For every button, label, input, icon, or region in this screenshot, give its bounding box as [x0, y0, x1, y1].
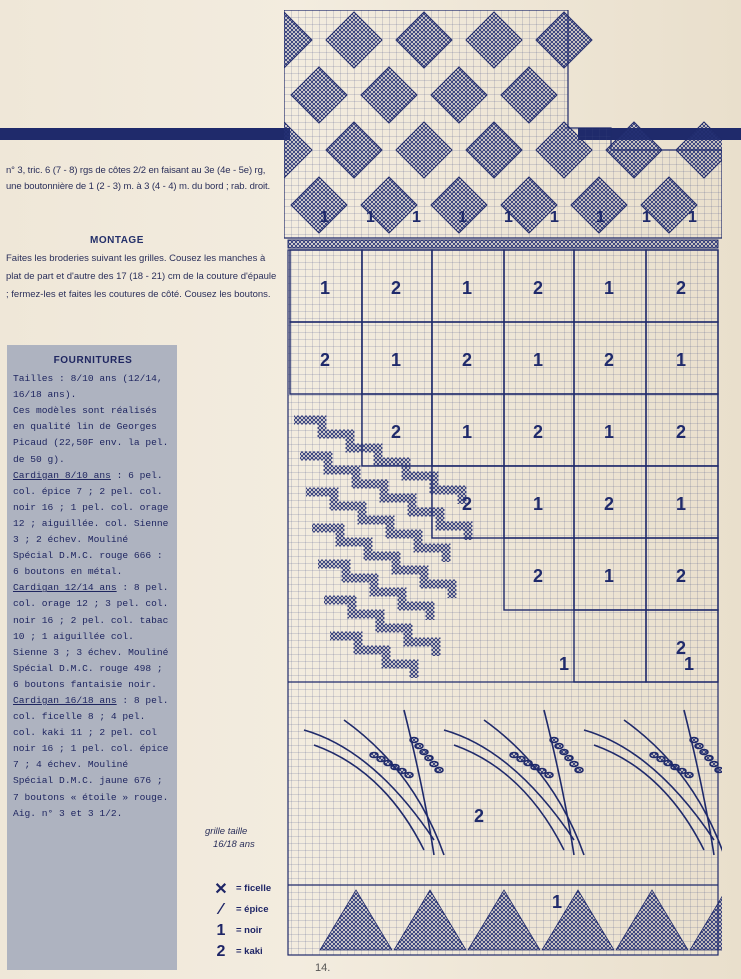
grid-number: 2	[320, 350, 331, 370]
grid-number: 2	[391, 278, 402, 298]
grid-number: 1	[533, 494, 544, 514]
diamond-number: 1	[596, 209, 605, 226]
grid-number: 2	[676, 566, 687, 586]
grid-number: 1	[604, 422, 615, 442]
grid-number: 2	[604, 494, 615, 514]
fournitures-title: FOURNITURES	[53, 355, 133, 366]
caption-line-2: 16/18 ans	[213, 839, 255, 850]
border-band	[288, 240, 718, 248]
cardigan-8-10-text: : 6 pel. col. épice 7 ; 2 pel. col. noir 16 ; 1 pel. col. orage 12 ; aiguillée. col. Sienne 3 ; 2 échev. Mouliné Spécial D.M.C. rouge 666 : 6 boutons en métal.	[13, 469, 175, 578]
cardigan-8-10-label: Cardigan 8/10 ans	[13, 469, 111, 481]
grid-number: 1	[462, 422, 473, 442]
grid-number: 1	[391, 350, 402, 370]
grid-number: 2	[604, 350, 615, 370]
models-text: Ces modèles sont réalisés en qualité lin de Georges Picaud (22,50F env. la pel. de 50 g).	[13, 405, 175, 465]
montage-title: MONTAGE	[90, 235, 144, 246]
cardigan-12-14-label: Cardigan 12/14 ans	[13, 582, 117, 594]
grid-number: 1	[462, 278, 473, 298]
diamond-number: 1	[688, 209, 697, 226]
diamond-section	[284, 10, 722, 238]
grid-number: 1	[676, 350, 687, 370]
fournitures-box	[7, 345, 177, 970]
grid-number: 2	[533, 566, 544, 586]
grid-number: 2	[462, 350, 473, 370]
grid-number: 2	[676, 422, 687, 442]
embroidery-grid	[284, 10, 722, 958]
grid-caption	[205, 825, 255, 851]
caption-line-1: grille taille	[205, 826, 248, 837]
grid-number: 2	[533, 422, 544, 442]
intro-text: n° 3, tric. 6 (7 - 8) rgs de côtes 2/2 en faisant au 3e (4e - 5e) rg, une boutonnière de 1 (2 - 3) m. à 3 (4 - 4) m. du bord ; rab. droit.	[6, 165, 271, 192]
top-rule-left	[0, 128, 290, 140]
cardigan-16-18-text: : 8 pel. col. ficelle 8 ; 4 pel. col. kaki 11 ; 2 pel. col noir 16 ; 1 pel. col. épice 7 ; 4 échev. Mouliné Spécial D.M.C. jaune 676 ; 7 boutons « étoile » rouge. Aig. n° 3 et 3 1/2.	[13, 694, 175, 819]
legend-row-epice: ⁄ = épice	[210, 899, 300, 920]
legend-row-noir: 1 = noir	[210, 920, 300, 941]
cross-stitch-icon: ✕	[214, 880, 228, 898]
grid-number: 1	[684, 654, 695, 674]
grid-number: 2	[391, 422, 402, 442]
diamond-number: 1	[412, 209, 421, 226]
cardigan-16-18-label: Cardigan 16/18 ans	[13, 694, 117, 706]
cardigan-12-14-text: : 8 pel. col. orage 12 ; 3 pel. col. noir 16 ; 2 pel. col. tabac 10 ; 1 aiguillée col. Sienne 3 ; 3 échev. Mouliné Spécial D.M.C. rouge 498 ; 6 boutons fantaisie noir.	[13, 582, 175, 690]
grid-number: 1	[604, 278, 615, 298]
diamond-number: 1	[642, 209, 651, 226]
grid-number: 1	[604, 566, 615, 586]
number-1-icon: 1	[216, 921, 226, 939]
montage-text: Faites les broderies suivant les grilles. Cousez les manches à plat de part et d'autre des 17 (18 - 21) cm de la couture d'épaule ; fermez-les et faites les coutures de côté. Cousez les boutons.	[6, 253, 277, 300]
grid-number: 2	[676, 638, 687, 658]
grid-number: 1	[559, 654, 570, 674]
tailles: Tailles : 8/10 ans (12/14, 16/18 ans).	[13, 373, 169, 401]
diamond-number: 1	[458, 209, 467, 226]
slash-stitch-icon: ⁄	[219, 900, 223, 918]
fournitures-text	[13, 371, 173, 822]
grid-number: 1	[676, 494, 687, 514]
diamond-number: 1	[550, 209, 559, 226]
diamond-number: 1	[504, 209, 513, 226]
diamond-number: 1	[320, 209, 329, 226]
grid-number: 2	[533, 278, 544, 298]
legend-row-ficelle: ✕ = ficelle	[210, 878, 300, 899]
page-number: 14.	[315, 962, 331, 974]
grid-number: 2	[676, 278, 687, 298]
legend-row-kaki: 2 = kaki	[210, 941, 300, 962]
diamond-number: 1	[366, 209, 375, 226]
grid-number: 1	[533, 350, 544, 370]
grid-number: 1	[552, 892, 563, 912]
grid-number: 2	[474, 806, 485, 826]
grid-number: 1	[320, 278, 331, 298]
number-2-icon: 2	[216, 942, 226, 960]
grid-number: 2	[462, 494, 473, 514]
